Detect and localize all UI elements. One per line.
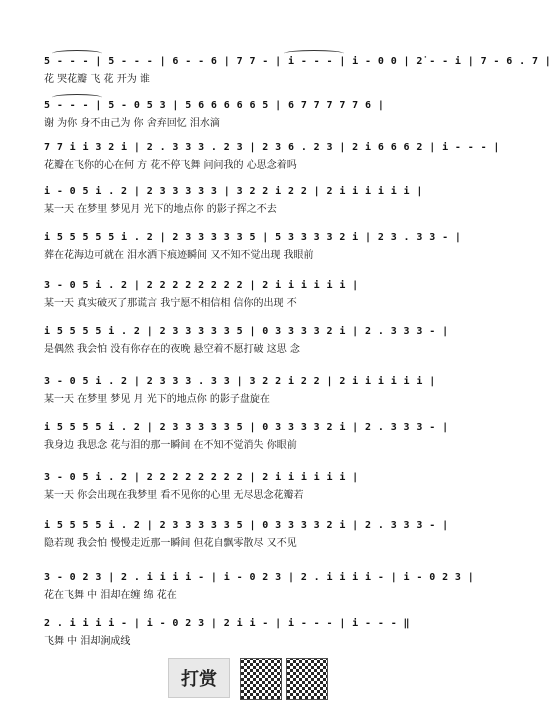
lyric-line: 花瓣在飞你的心在何 方 花不停飞舞 问问我的 心思念着吗 — [44, 160, 297, 171]
lyric-line: 某一天 在梦里 梦见月 光下的地点你 的影子挥之不去 — [44, 204, 277, 215]
lyric-line: 某一天 真实破灭了那谎言 我宁愿不相信相 信你的出现 不 — [44, 298, 297, 309]
notation-line: 3 - 0 5 i . 2 | 2 3 3 3 . 3 3 | 3 2 2 i 2 2 | 2 i i i i i i | — [44, 376, 436, 387]
notation-line: 3 - 0 5 i . 2 | 2 2 2 2 2 2 2 2 | 2 i i i i i i | — [44, 280, 359, 291]
lyric-line: 某一天 你会出现在我梦里 看不见你的心里 无尽思念花瓣若 — [44, 490, 304, 501]
lyric-line: 我身边 我思念 花与泪的那一瞬间 在不知不觉消失 你眼前 — [44, 440, 297, 451]
lyric-line: 葬在花海边可就在 泪水洒下痕迹瞬间 又不知不觉出现 我眼前 — [44, 250, 314, 261]
donate-button[interactable]: 打赏 — [168, 658, 230, 698]
lyric-line: 飞舞 中 泪却涧成线 — [44, 636, 131, 647]
notation-line: i 5 5 5 5 i . 2 | 2 3 3 3 3 3 5 | 0 3 3 3 3 2 i | 2 . 3 3 3 - | — [44, 520, 449, 531]
notation-line: 5 - - - | 5 - 0 5 3 | 5 6 6 6 6 6 5 | 6 7 7 7 7 7 6 | — [44, 100, 385, 111]
lyric-line: 谢 为你 身不由己为 你 舍弃回忆 泪水滴 — [44, 118, 220, 129]
notation-line: i 5 5 5 5 i . 2 | 2 3 3 3 3 3 5 | 0 3 3 3 3 2 i | 2 . 3 3 3 - | — [44, 422, 449, 433]
lyric-line: 隐若现 我会怕 慢慢走近那一瞬间 但花自飘零散尽 又不见 — [44, 538, 297, 549]
lyric-line: 花 哭花瓣 飞 花 开为 谁 — [44, 74, 150, 85]
notation-line: 5 - - - | 5 - - - | 6 - - 6 | 7 7 - | i - - - | i - 0 0 | 2̇ - - i | 7 - 6 . 7 | — [44, 56, 551, 67]
qr-code-icon[interactable] — [286, 658, 328, 700]
notation-line: 3 - 0 2 3 | 2 . i i i i - | i - 0 2 3 | 2 . i i i i - | i - 0 2 3 | — [44, 572, 475, 583]
notation-line: 7 7 i i 3 2 i | 2 . 3 3 3 . 2 3 | 2 3 6 . 2 3 | 2 i 6 6 6 2 | i - - - | — [44, 142, 500, 153]
notation-line: 2 . i i i i - | i - 0 2 3 | 2 i i - | i - - - | i - - - ‖ — [44, 618, 410, 629]
lyric-line: 某一天 在梦里 梦见 月 光下的地点你 的影子盘旋在 — [44, 394, 270, 405]
notation-line: i 5 5 5 5 i . 2 | 2 3 3 3 3 3 5 | 0 3 3 3 3 2 i | 2 . 3 3 3 - | — [44, 326, 449, 337]
notation-line: i 5 5 5 5 5 i . 2 | 2 3 3 3 3 3 5 | 5 3 3 3 3 2 i | 2 3 . 3 3 - | — [44, 232, 462, 243]
lyric-line: 是偶然 我会怕 没有你存在的夜晚 悬空着不愿打破 这思 念 — [44, 344, 300, 355]
lyric-line: 花在飞舞 中 泪却在缠 绵 花在 — [44, 590, 177, 601]
notation-line: 3 - 0 5 i . 2 | 2 2 2 2 2 2 2 2 | 2 i i i i i i | — [44, 472, 359, 483]
notation-line: i - 0 5 i . 2 | 2 3 3 3 3 3 | 3 2 2 i 2 2 | 2 i i i i i i | — [44, 186, 423, 197]
qr-code-icon[interactable] — [240, 658, 282, 700]
